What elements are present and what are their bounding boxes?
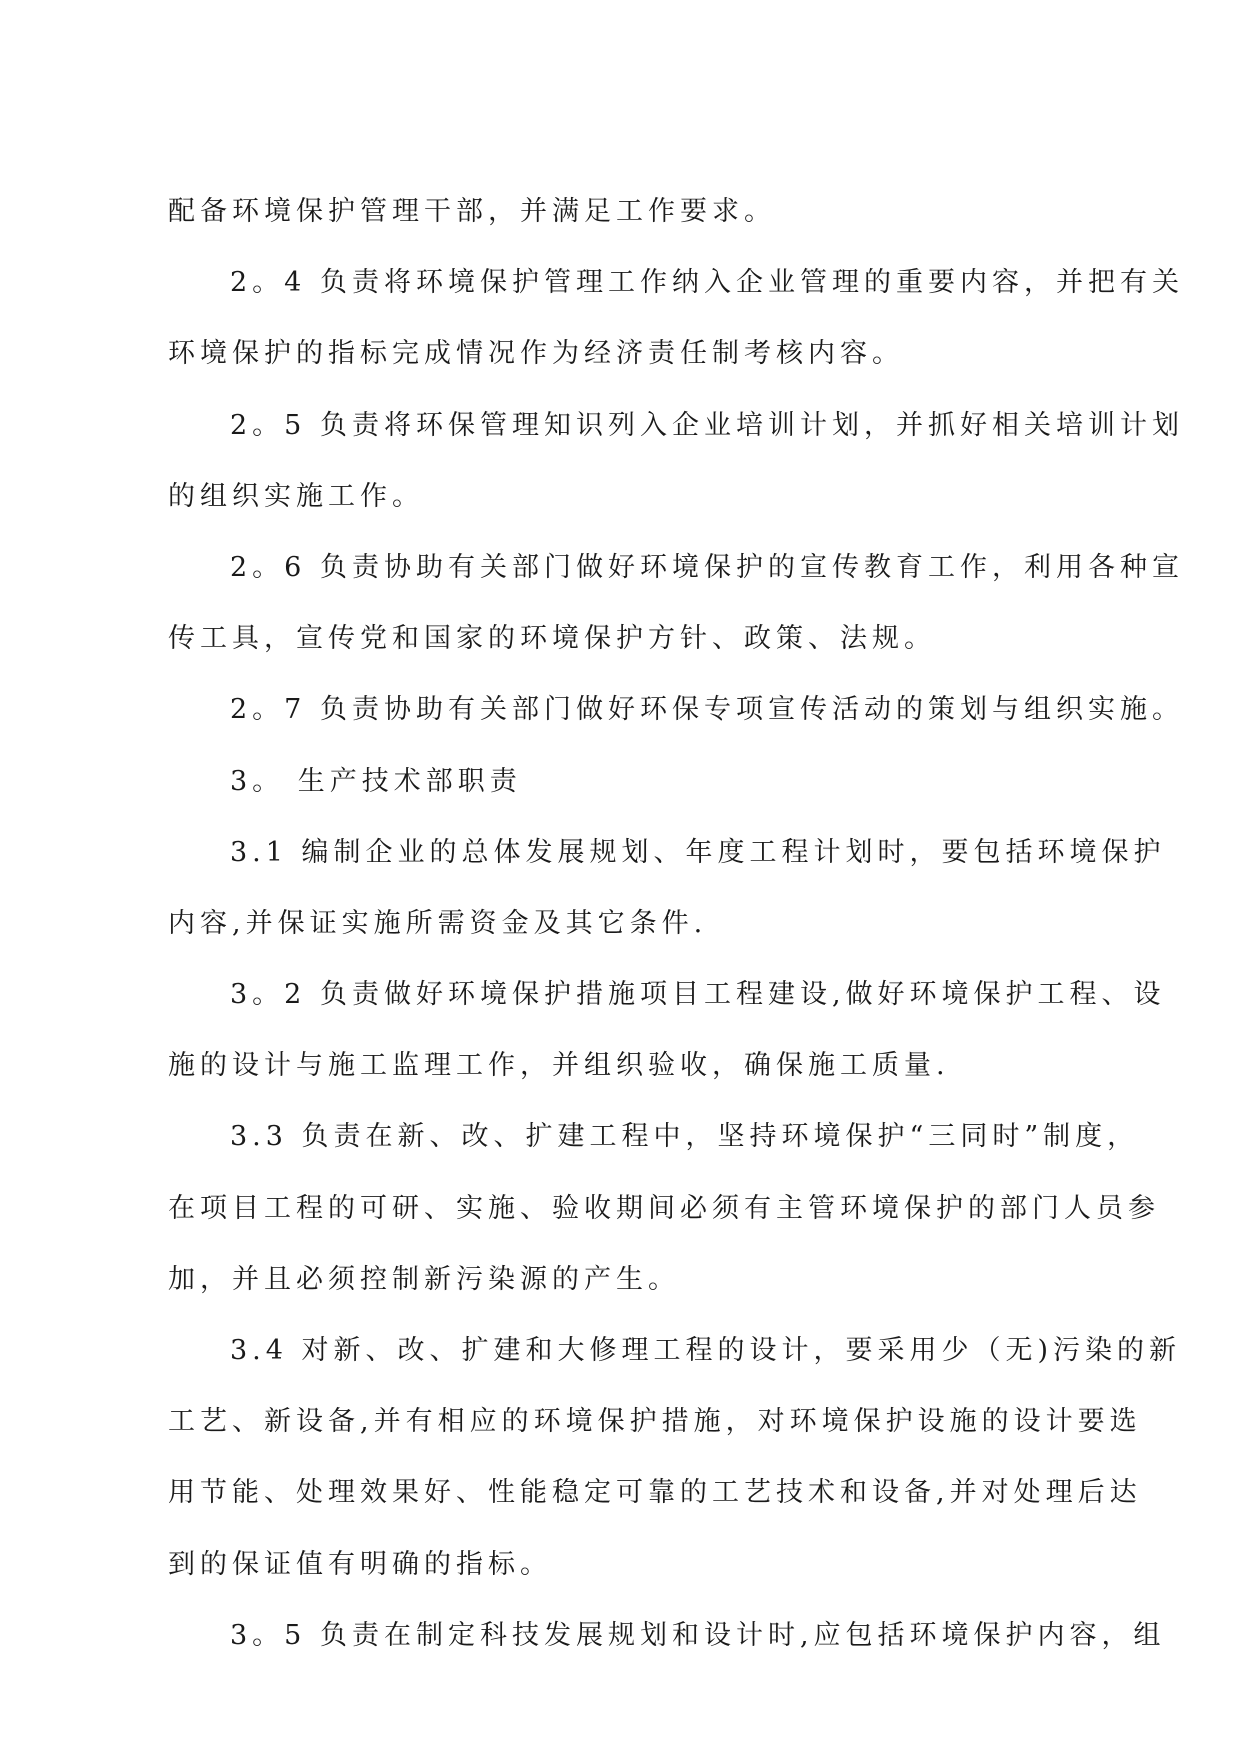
- text-line-14: 3.3 负责在新、改、扩建工程中，坚持环境保护“三同时”制度，: [230, 1121, 1140, 1153]
- text-line-11: 内容,并保证实施所需资金及其它条件.: [168, 907, 708, 939]
- text-line-2: 2。4 负责将环境保护管理工作纳入企业管理的重要内容，并把有关: [230, 267, 1184, 299]
- text-line-12: 3。2 负责做好环境保护措施项目工程建设,做好环境保护工程、设: [230, 979, 1166, 1011]
- document-body: [168, 192, 1184, 1687]
- text-line-1: 配备环境保护管理干部，并满足工作要求。: [168, 196, 776, 227]
- text-line-19: 用节能、处理效果好、性能稳定可靠的工艺技术和设备,并对处理后达: [168, 1477, 1142, 1509]
- text-line-8: 2。7 负责协助有关部门做好环保专项宣传活动的策划与组织实施。: [230, 694, 1184, 726]
- text-line-6: 2。6 负责协助有关部门做好环境保护的宣传教育工作，利用各种宣: [230, 551, 1184, 583]
- text-line-21: 3。5 负责在制定科技发展规划和设计时,应包括环境保护内容，组: [230, 1619, 1166, 1651]
- text-line-13: 施的设计与施工监理工作，并组织验收，确保施工质量.: [168, 1050, 950, 1082]
- text-line-10: 3.1 编制企业的总体发展规划、年度工程计划时，要包括环境保护: [230, 836, 1166, 868]
- text-line-20: 到的保证值有明确的指标。: [168, 1548, 552, 1580]
- text-line-3: 环境保护的指标完成情况作为经济责任制考核内容。: [168, 338, 904, 370]
- text-line-17: 3.4 对新、改、扩建和大修理工程的设计，要采用少（无)污染的新: [230, 1335, 1182, 1366]
- section-heading: 3。 生产技术部职责: [230, 765, 522, 797]
- text-line-7: 传工具，宣传党和国家的环境保护方针、政策、法规。: [168, 623, 936, 655]
- text-line-5: 的组织实施工作。: [168, 480, 424, 512]
- text-line-16: 加，并且必须控制新污染源的产生。: [168, 1263, 680, 1295]
- text-line-15: 在项目工程的可研、实施、验收期间必须有主管环境保护的部门人员参: [168, 1192, 1160, 1224]
- text-line-4: 2。5 负责将环保管理知识列入企业培训计划，并抓好相关培训计划: [230, 409, 1184, 441]
- text-line-18: 工艺、新设备,并有相应的环境保护措施，对环境保护设施的设计要选: [168, 1406, 1142, 1438]
